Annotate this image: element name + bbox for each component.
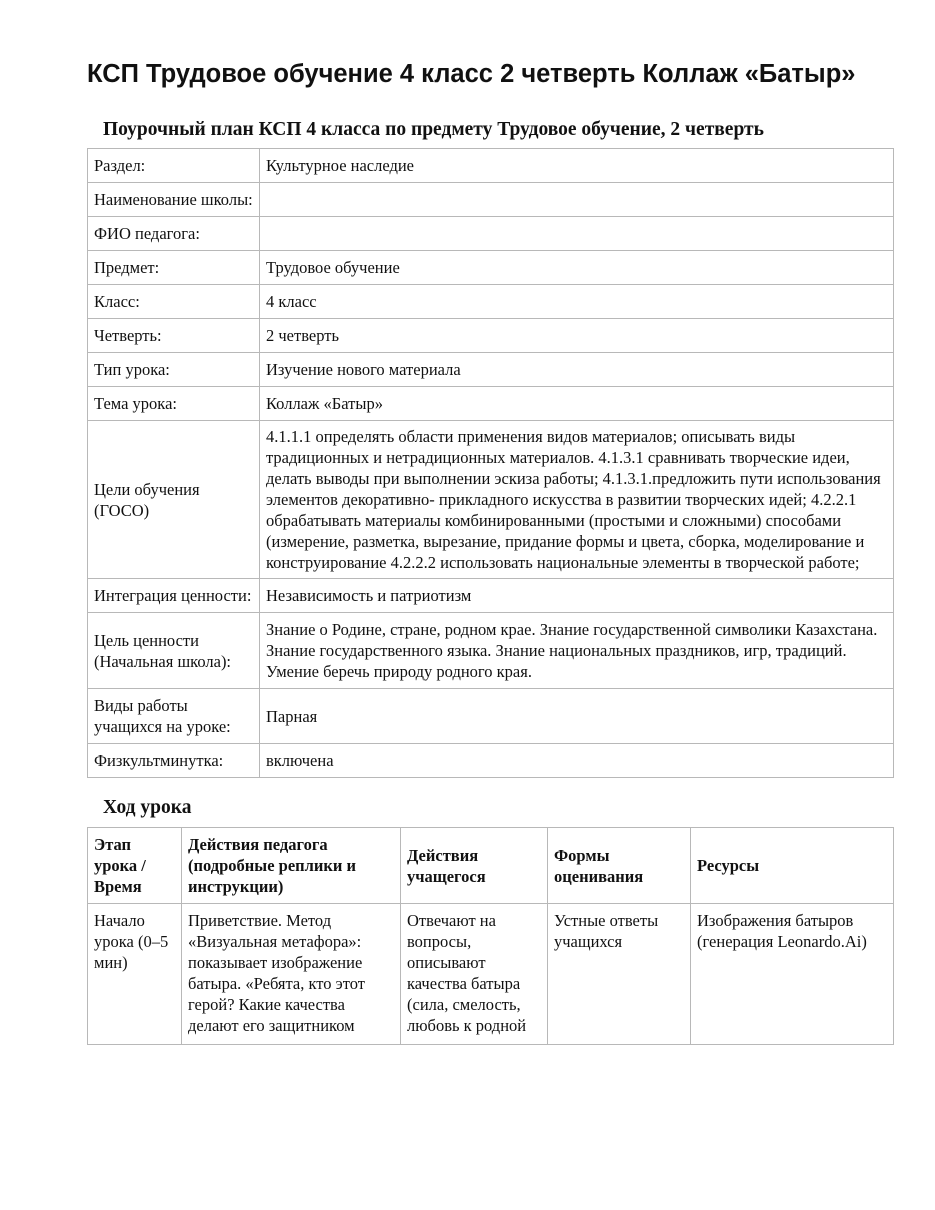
plan-row-value-goal bbox=[88, 613, 894, 689]
plan-label: Физкультминутка: bbox=[88, 744, 260, 778]
plan-value: Независимость и патриотизм bbox=[260, 579, 894, 613]
lesson-plan-table bbox=[87, 148, 894, 778]
plan-label: Класс: bbox=[88, 285, 260, 319]
plan-value: Парная bbox=[260, 689, 894, 744]
document-title: КСП Трудовое обучение 4 класс 2 четверть Коллаж «Батыр» bbox=[87, 60, 856, 88]
plan-value: 4.1.1.1 определять области применения видов материалов; описывать виды традиционных и нетрадиционных материалов. 4.1.3.1 сравнивать творческие идеи, делать выводы при выполнении эскиза работы; 4.1.3.1.предложить пути использования элементов декоративно- прикладного искусства в развитии творческих идей; 4.2.2.1 обрабатывать материалы комбинированными (простыми и сложными) способами (измерение, разметка, вырезание, придание формы и цвета, сборка, моделирование и конструирование 4.2.2.2 использовать национальные элементы в творческой работе; bbox=[260, 421, 894, 579]
course-header-assessment: Формы оценивания bbox=[548, 828, 691, 904]
course-header-teacher: Действия педагога (подробные реплики и инструкции) bbox=[182, 828, 401, 904]
course-cell-student: Отвечают на вопросы, описывают качества батыра (сила, смелость, любовь к родной bbox=[401, 904, 548, 1045]
plan-row-quarter bbox=[88, 319, 894, 353]
plan-row-exercise-break bbox=[88, 744, 894, 778]
plan-label: Цели обучения (ГОСО) bbox=[88, 421, 260, 579]
plan-label: Наименование школы: bbox=[88, 183, 260, 217]
course-header-row bbox=[88, 828, 894, 904]
course-header-student: Действия учащегося bbox=[401, 828, 548, 904]
plan-label: Тип урока: bbox=[88, 353, 260, 387]
course-cell-assessment: Устные ответы учащихся bbox=[548, 904, 691, 1045]
plan-label: Интеграция ценности: bbox=[88, 579, 260, 613]
plan-label: ФИО педагога: bbox=[88, 217, 260, 251]
course-header-resources: Ресурсы bbox=[691, 828, 894, 904]
plan-value: 4 класс bbox=[260, 285, 894, 319]
plan-row-topic bbox=[88, 387, 894, 421]
course-cell-resources: Изображения батыров (генерация Leonardo.Ai) bbox=[691, 904, 894, 1045]
course-heading: Ход урока bbox=[103, 797, 192, 818]
plan-label: Предмет: bbox=[88, 251, 260, 285]
plan-value: 2 четверть bbox=[260, 319, 894, 353]
plan-label: Цель ценности (Начальная школа): bbox=[88, 613, 260, 689]
plan-value bbox=[260, 183, 894, 217]
plan-value: Знание о Родине, стране, родном крае. Знание государственной символики Казахстана. Знание государственного языка. Знание национальных праздников, игр, традиций. Умение беречь природу родного края. bbox=[260, 613, 894, 689]
plan-label: Раздел: bbox=[88, 149, 260, 183]
plan-value: включена bbox=[260, 744, 894, 778]
plan-label: Тема урока: bbox=[88, 387, 260, 421]
plan-row-section bbox=[88, 149, 894, 183]
course-header-stage: Этап урока / Время bbox=[88, 828, 182, 904]
plan-value: Культурное наследие bbox=[260, 149, 894, 183]
plan-value: Изучение нового материала bbox=[260, 353, 894, 387]
plan-row-values bbox=[88, 579, 894, 613]
plan-label: Четверть: bbox=[88, 319, 260, 353]
course-cell-teacher: Приветствие. Метод «Визуальная метафора»: показывает изображение батыра. «Ребята, кто этот герой? Какие качества делают его защитником bbox=[182, 904, 401, 1045]
document-page bbox=[87, 58, 893, 1045]
table-row bbox=[88, 904, 894, 1045]
plan-row-teacher bbox=[88, 217, 894, 251]
lesson-course-table bbox=[87, 827, 894, 1045]
plan-heading: Поурочный план КСП 4 класса по предмету Трудовое обучение, 2 четверть bbox=[103, 119, 764, 140]
plan-row-school bbox=[88, 183, 894, 217]
plan-row-lesson-type bbox=[88, 353, 894, 387]
plan-row-subject bbox=[88, 251, 894, 285]
plan-value: Коллаж «Батыр» bbox=[260, 387, 894, 421]
plan-row-grade bbox=[88, 285, 894, 319]
plan-value bbox=[260, 217, 894, 251]
course-cell-stage: Начало урока (0–5 мин) bbox=[88, 904, 182, 1045]
plan-value: Трудовое обучение bbox=[260, 251, 894, 285]
plan-row-work-types bbox=[88, 689, 894, 744]
plan-row-learning-goals bbox=[88, 421, 894, 579]
plan-label: Виды работы учащихся на уроке: bbox=[88, 689, 260, 744]
